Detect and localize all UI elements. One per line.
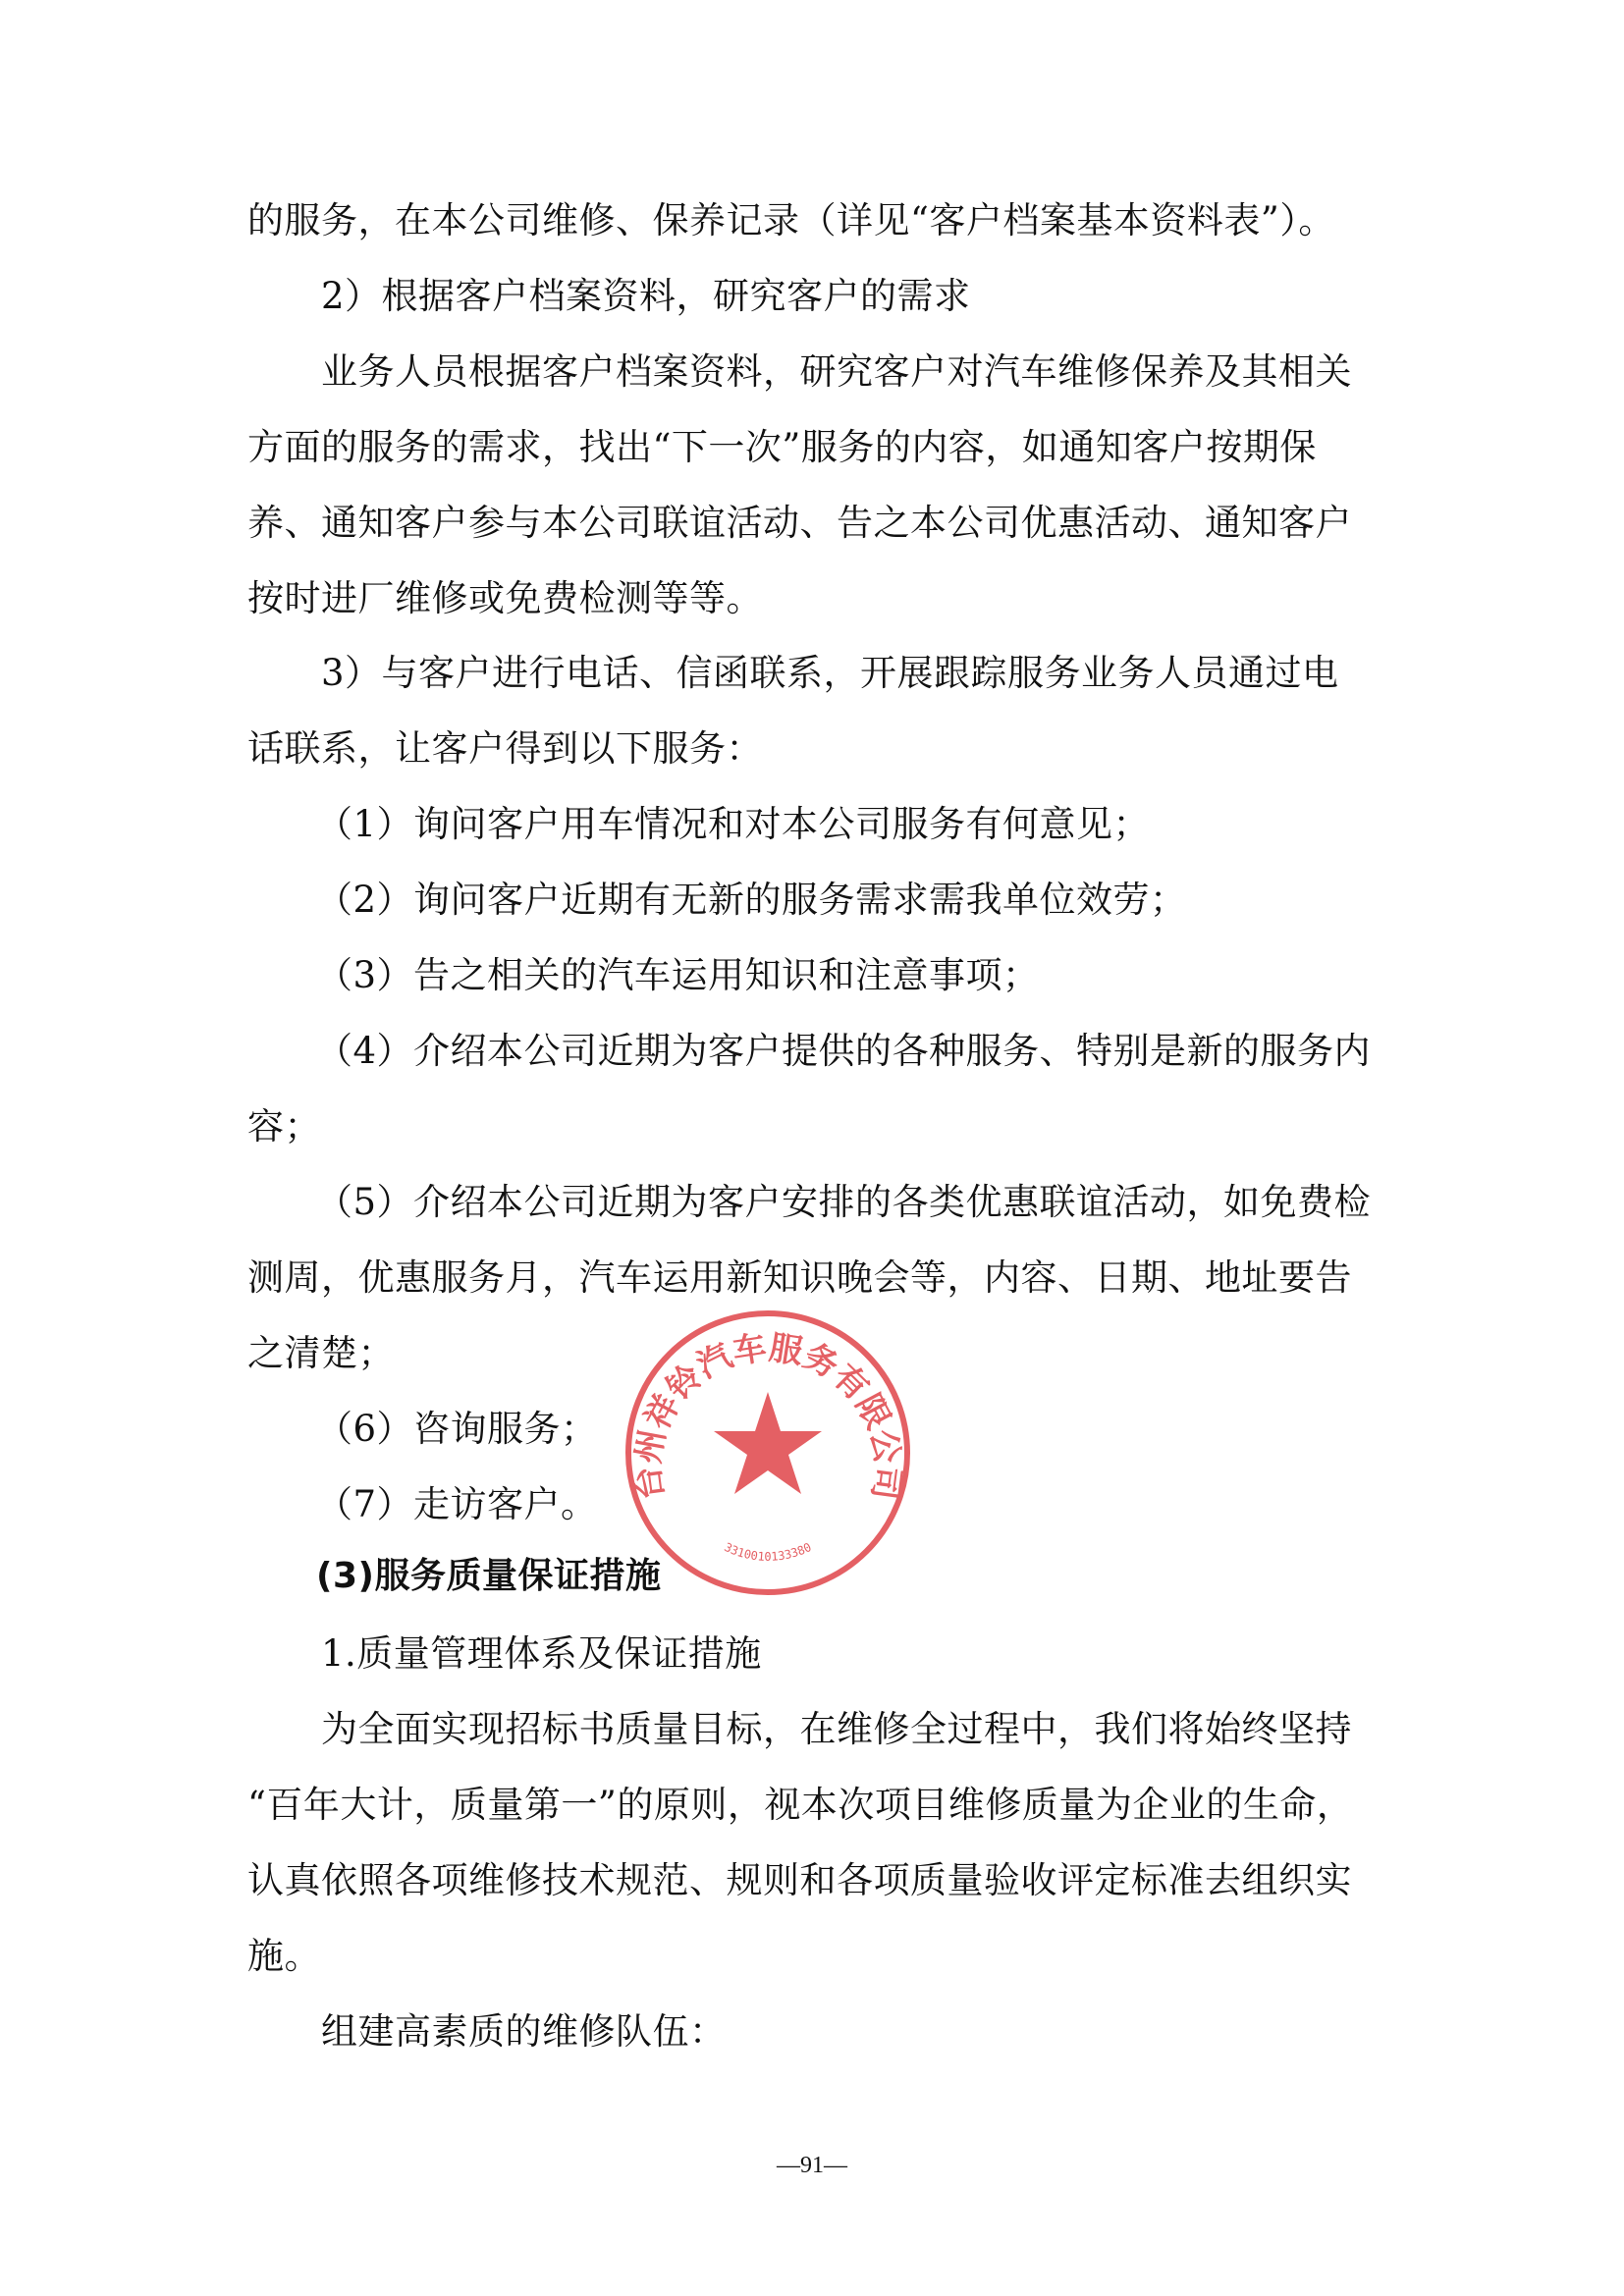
seal-code: 3310010133380 [722, 1539, 814, 1564]
list-item: （1）询问客户用车情况和对本公司服务有何意见； [316, 803, 1151, 845]
list-item: （5）介绍本公司近期为客户安排的各类优惠联谊活动，如免费检 [316, 1181, 1372, 1223]
text-line: 之清楚； [247, 1332, 395, 1374]
section-heading: (3)服务质量保证措施 [316, 1556, 662, 1596]
seal-star-icon [714, 1392, 822, 1494]
list-item: （6）咨询服务； [316, 1408, 598, 1450]
text-line: 业务人员根据客户档案资料，研究客户对汽车维修保养及其相关 [321, 350, 1352, 393]
seal-company-name: 台州祥铃汽车服务有限公司 [627, 1328, 908, 1503]
text-line: 认真依照各项维修技术规范、规则和各项质量验收评定标准去组织实 [247, 1859, 1352, 1901]
list-item: （3）告之相关的汽车运用知识和注意事项； [316, 954, 1040, 996]
list-item: （4）介绍本公司近期为客户提供的各种服务、特别是新的服务内 [316, 1030, 1372, 1072]
list-item: （7）走访客户。 [316, 1483, 598, 1525]
text-line: 组建高素质的维修队伍： [321, 2010, 727, 2053]
text-line: 养、通知客户参与本公司联谊活动、告之本公司优惠活动、通知客户 [247, 502, 1352, 544]
text-line: 为全面实现招标书质量目标，在维修全过程中，我们将始终坚持 [321, 1708, 1352, 1750]
text-line: 测周，优惠服务月，汽车运用新知识晚会等，内容、日期、地址要告 [247, 1256, 1352, 1299]
text-line: 方面的服务的需求，找出“下一次”服务的内容，如通知客户按期保 [247, 426, 1317, 468]
text-line: 话联系，让客户得到以下服务： [247, 727, 763, 770]
subsection-heading: 1.质量管理体系及保证措施 [321, 1632, 762, 1675]
text-line: 的服务，在本公司维修、保养记录（详见“客户档案基本资料表”）。 [247, 199, 1335, 241]
company-seal [621, 1306, 915, 1600]
text-line: “百年大计，质量第一”的原则，视本次项目维修质量为企业的生命， [247, 1784, 1354, 1826]
text-line: 按时进厂维修或免费检测等等。 [247, 577, 763, 619]
text-line: 3）与客户进行电话、信函联系，开展跟踪服务业务人员通过电 [321, 652, 1339, 694]
text-line: 施。 [247, 1935, 321, 1977]
page-number: —91— [777, 2153, 847, 2178]
text-line: 2）根据客户档案资料，研究客户的需求 [321, 275, 971, 317]
list-item: （2）询问客户近期有无新的服务需求需我单位效劳； [316, 879, 1187, 921]
text-line: 容； [247, 1105, 321, 1148]
